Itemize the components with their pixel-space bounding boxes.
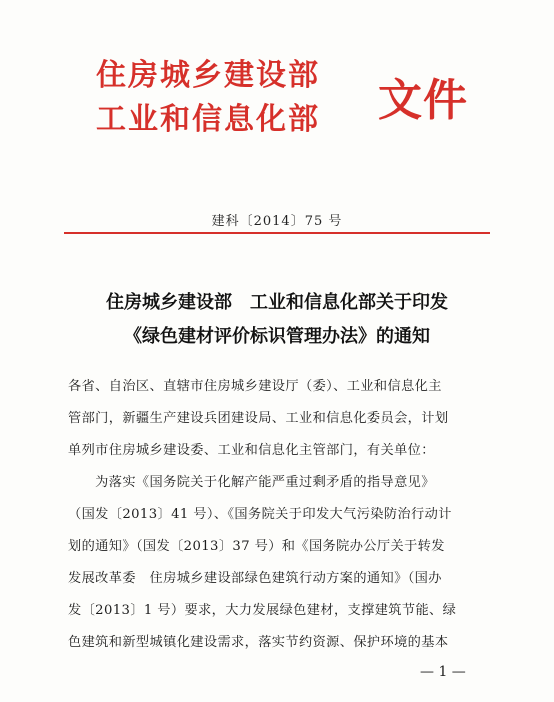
document-number: 建科〔2014〕75 号 bbox=[211, 214, 343, 229]
body-line: 为落实《国务院关于化解产能严重过剩矛盾的指导意见》 bbox=[68, 475, 435, 490]
issuer-line-1: 住房城乡建设部 bbox=[96, 58, 320, 93]
document-word: 文件 bbox=[378, 75, 468, 126]
body-line: 发〔2013〕1 号）要求，大力发展绿色建材，支撑建筑节能、绿 bbox=[68, 603, 457, 618]
red-divider bbox=[64, 232, 490, 234]
title-line-2: 《绿色建材评价标识管理办法》的通知 bbox=[124, 326, 430, 347]
body-line: 发展改革委 住房城乡建设部绿色建筑行动方案的通知》（国办 bbox=[68, 571, 442, 586]
body-line: 单列市住房城乡建设委、工业和信息化主管部门，有关单位： bbox=[68, 443, 435, 458]
body-line: 管部门，新疆生产建设兵团建设局、工业和信息化委员会，计划 bbox=[68, 411, 449, 426]
title-line-1: 住房城乡建设部 工业和信息化部关于印发 bbox=[106, 292, 448, 313]
page-number: — 1 — bbox=[420, 664, 466, 680]
body-line: 划的通知》（国发〔2013〕37 号）和《国务院办公厅关于转发 bbox=[68, 539, 445, 554]
body-line: 色建筑和新型城镇化建设需求，落实节约资源、保护环境的基本 bbox=[68, 635, 449, 650]
issuer-line-2: 工业和信息化部 bbox=[96, 102, 320, 137]
body-line: （国发〔2013〕41 号）、《国务院关于印发大气污染防治行动计 bbox=[68, 507, 452, 522]
body-line: 各省、自治区、直辖市住房城乡建设厅（委）、工业和信息化主 bbox=[68, 379, 442, 394]
